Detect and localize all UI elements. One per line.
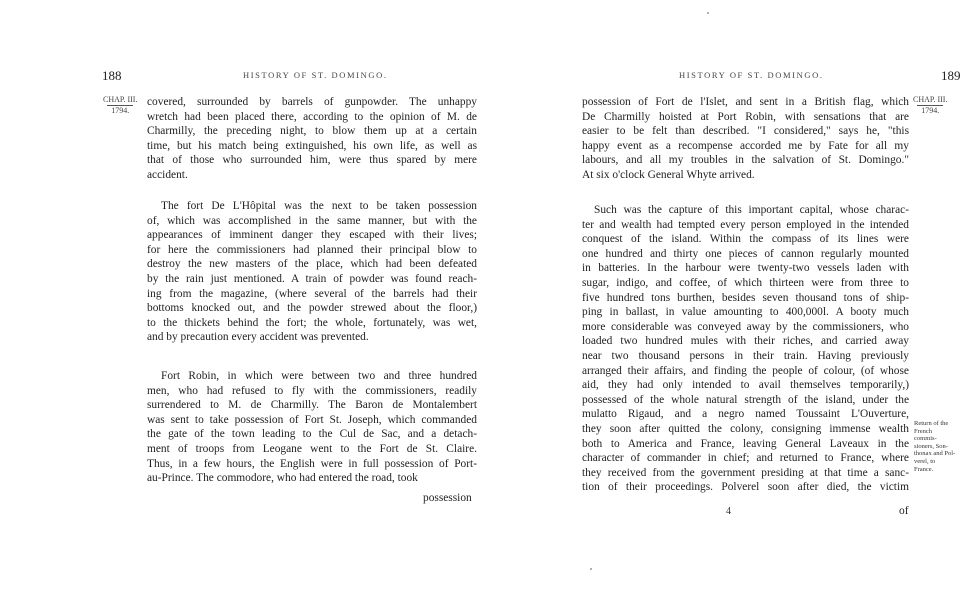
text-line: one hundred and thirty one pieces of cannon regularly mounted <box>582 247 909 260</box>
text-line: The fort De L'Hôpital was the next to be taken possession <box>161 200 477 212</box>
right-paragraph-2 <box>582 203 909 495</box>
text-line: for here the commissioners had planned their principal blow to <box>147 243 477 256</box>
text-line: and by precaution every accident was prevented. <box>147 331 369 344</box>
right-margin-chapter: CHAP. III. <box>913 95 948 104</box>
text-line: ing from the magazine, (where several of the barrels had their <box>147 287 477 300</box>
text-line: bottoms knocked out, and the powder strewed about the floor,) <box>147 302 477 315</box>
right-sidenote: Return of the French commis- sioners, Son- thonax and Pol- verel, to France. <box>914 420 956 473</box>
right-paragraph-1 <box>582 95 909 183</box>
left-paragraph-1 <box>147 95 477 183</box>
left-page-number: 188 <box>102 68 122 83</box>
text-line: possession of Fort de l'Islet, and sent in a British flag, which <box>582 96 909 108</box>
text-line: covered, surrounded by barrels of gunpowder. The unhappy <box>147 96 477 108</box>
text-line: conquest of the island. Within the compass of its lines were <box>582 233 909 246</box>
text-line: ping in ballast, in value amounting to 400,000l. A booty much <box>582 306 909 319</box>
text-line: tion of their proceedings. Polverel soon after died, the victim <box>582 481 909 494</box>
text-line: in batteries. In the harbour were twenty-two vessels laden with <box>582 262 909 275</box>
text-line: At six o'clock General Whyte arrived. <box>582 168 755 181</box>
text-line: near two thousand persons in their train. Having previously <box>582 349 909 362</box>
right-margin-year: 1794. <box>921 106 940 115</box>
text-line: easier to be felt than described. "I considered," says he, "this <box>582 125 909 138</box>
text-line: more considerable was conveyed away by the commissioners, who <box>582 320 909 333</box>
text-line: possessed of the whole natural strength of the island, under the <box>582 393 909 406</box>
left-margin-year: 1794. <box>111 106 130 115</box>
text-line: they received from the government presiding at that time a sanc- <box>582 466 909 479</box>
left-catchword: possession <box>423 492 472 504</box>
text-line: Thus, in a few hours, the English were in full possession of Port- <box>147 457 477 470</box>
text-line: ter and wealth had tempted every person employed in the intended <box>582 218 909 231</box>
text-line: surrendered to M. de Charmilly. The Baron de Montalembert <box>147 399 477 412</box>
text-line: au-Prince. The commodore, who had entered the road, took <box>147 472 418 485</box>
scan-speck <box>590 568 592 570</box>
text-line: that of those who surrounded him, were thus spared by mere <box>147 154 477 167</box>
right-catchword: of <box>899 505 909 517</box>
right-page-number: 189 <box>941 68 961 83</box>
text-line: Such was the capture of this important capital, whose charac- <box>594 204 909 216</box>
text-line: loaded two hundred mules with their riches, and carried away <box>582 335 909 348</box>
text-line: ment of troops from Leogane went to the Fort de St. Claire. <box>147 442 477 455</box>
left-margin-note <box>103 95 137 115</box>
scan-speck <box>707 12 709 14</box>
left-paragraph-2 <box>147 199 477 345</box>
text-line: they soon after quitted the colony, consigning immense wealth <box>582 422 909 435</box>
text-line: by the rain just mentioned. A train of powder was found reach- <box>147 272 477 285</box>
left-paragraph-3 <box>147 369 477 486</box>
text-line: mulatto Rigaud, and a negro named Toussaint L'Ouverture, <box>582 408 909 421</box>
right-signature: 4 <box>726 506 731 517</box>
text-line: aid, they had only intended to avail themselves temporarily,) <box>582 379 909 392</box>
left-margin-chapter: CHAP. III. <box>103 95 138 104</box>
text-line: De Charmilly hoisted at Port Robin, with sensations that are <box>582 110 909 123</box>
text-line: time, but his match being extinguished, his own life, as well as <box>147 139 477 152</box>
text-line: to the thickets behind the fort; the whole, fortunately, was wet, <box>147 316 477 329</box>
text-line: appearances of imminent danger they escaped with their lives; <box>147 229 477 242</box>
text-line: happy event as a recompense accorded me by Fate for all my <box>582 139 909 152</box>
text-line: sugar, indigo, and coffee, of which thirteen were from three to <box>582 276 909 289</box>
text-line: both to America and France, leaving General Laveaux in the <box>582 437 909 450</box>
text-line: was sent to take possession of Fort St. Joseph, which commanded <box>147 413 477 426</box>
text-line: men, who had refused to fly with the commissioners, readily <box>147 384 477 397</box>
right-running-head: HISTORY OF ST. DOMINGO. <box>679 70 824 80</box>
text-line: arranged their affairs, and finding the people of colour, (of whose <box>582 364 909 377</box>
text-line: labours, and all my troubles in the salvation of St. Domingo." <box>582 154 909 167</box>
text-line: five hundred tons burthen, besides seven thousand tons of ship- <box>582 291 909 304</box>
text-line: Charmilly, the preceding night, to blow them up at a certain <box>147 125 477 138</box>
text-line: wretch had been placed there, according to the opinion of M. de <box>147 110 477 123</box>
text-line: character of commander in chief; and returned to France, where <box>582 452 909 465</box>
text-line: the gate of the town leading to the Cul de Sac, and a detach- <box>147 428 477 441</box>
text-line: destroy the new masters of the place, which had been defeated <box>147 258 477 271</box>
text-line: of, which was accomplished in the same manner, but with the <box>147 214 477 227</box>
left-running-head: HISTORY OF ST. DOMINGO. <box>243 70 388 80</box>
text-line: accident. <box>147 168 188 181</box>
text-line: Fort Robin, in which were between two and three hundred <box>161 370 477 382</box>
right-margin-note <box>913 95 947 115</box>
